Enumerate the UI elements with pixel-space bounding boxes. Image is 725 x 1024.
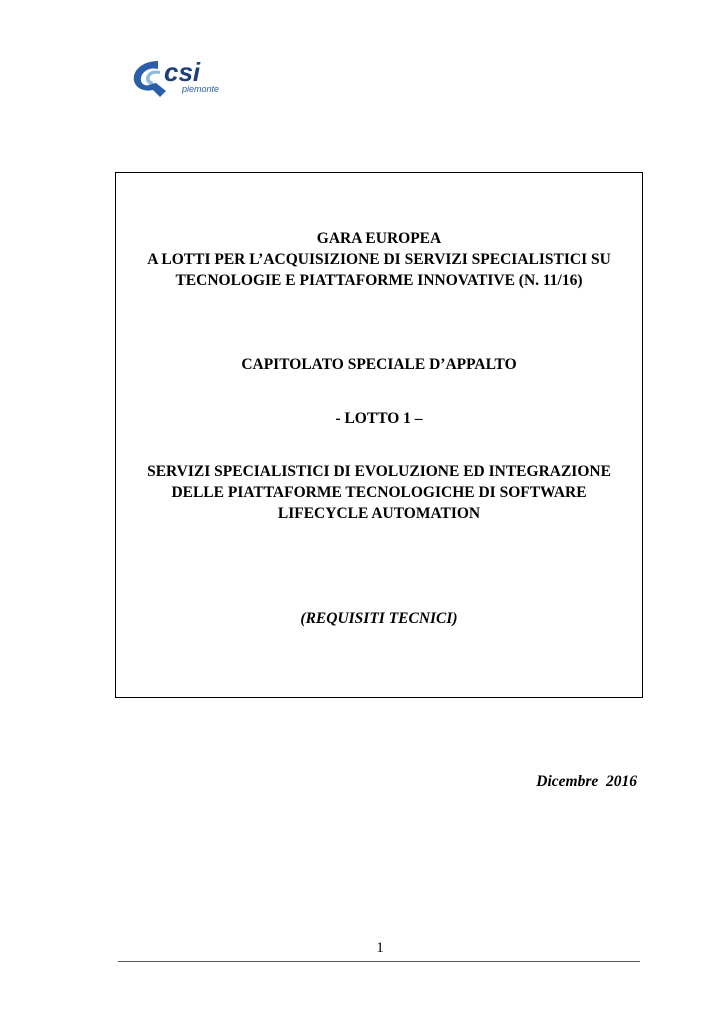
document-type	[116, 354, 642, 375]
logo-swoosh-inner	[146, 70, 160, 84]
document-date: Dicembre 2016	[536, 773, 637, 790]
lot-subject-line: SERVIZI SPECIALISTICI DI EVOLUZIONE ED INTEGRAZIONE	[147, 463, 611, 480]
lot-subject-line: DELLE PIATTAFORME TECNOLOGICHE DI SOFTWARE	[171, 484, 587, 501]
lot-subject	[116, 461, 642, 524]
logo-brand-text: csi	[164, 57, 201, 87]
document-type-text: CAPITOLATO SPECIALE D’APPALTO	[241, 356, 517, 373]
csi-piemonte-logo	[130, 55, 230, 100]
tender-heading-line: A LOTTI PER L’ACQUISIZIONE DI SERVIZI SPECIALISTICI SU	[147, 251, 611, 268]
section-label-text: (REQUISITI TECNICI)	[300, 610, 458, 627]
lot-subject-line: LIFECYCLE AUTOMATION	[277, 505, 481, 522]
lot-label	[116, 408, 642, 429]
footer-divider	[118, 961, 640, 962]
tender-heading-line: TECNOLOGIE E PIATTAFORME INNOVATIVE (N. 11/16)	[175, 272, 583, 289]
tender-heading: GARA EUROPEA	[316, 230, 442, 247]
lot-label-text: - LOTTO 1 –	[335, 410, 423, 427]
tender-title	[116, 228, 642, 291]
logo-subtitle-text: piemonte	[182, 84, 220, 94]
section-label	[116, 608, 642, 629]
page-number: 1	[376, 940, 384, 956]
cover-frame	[115, 172, 643, 698]
